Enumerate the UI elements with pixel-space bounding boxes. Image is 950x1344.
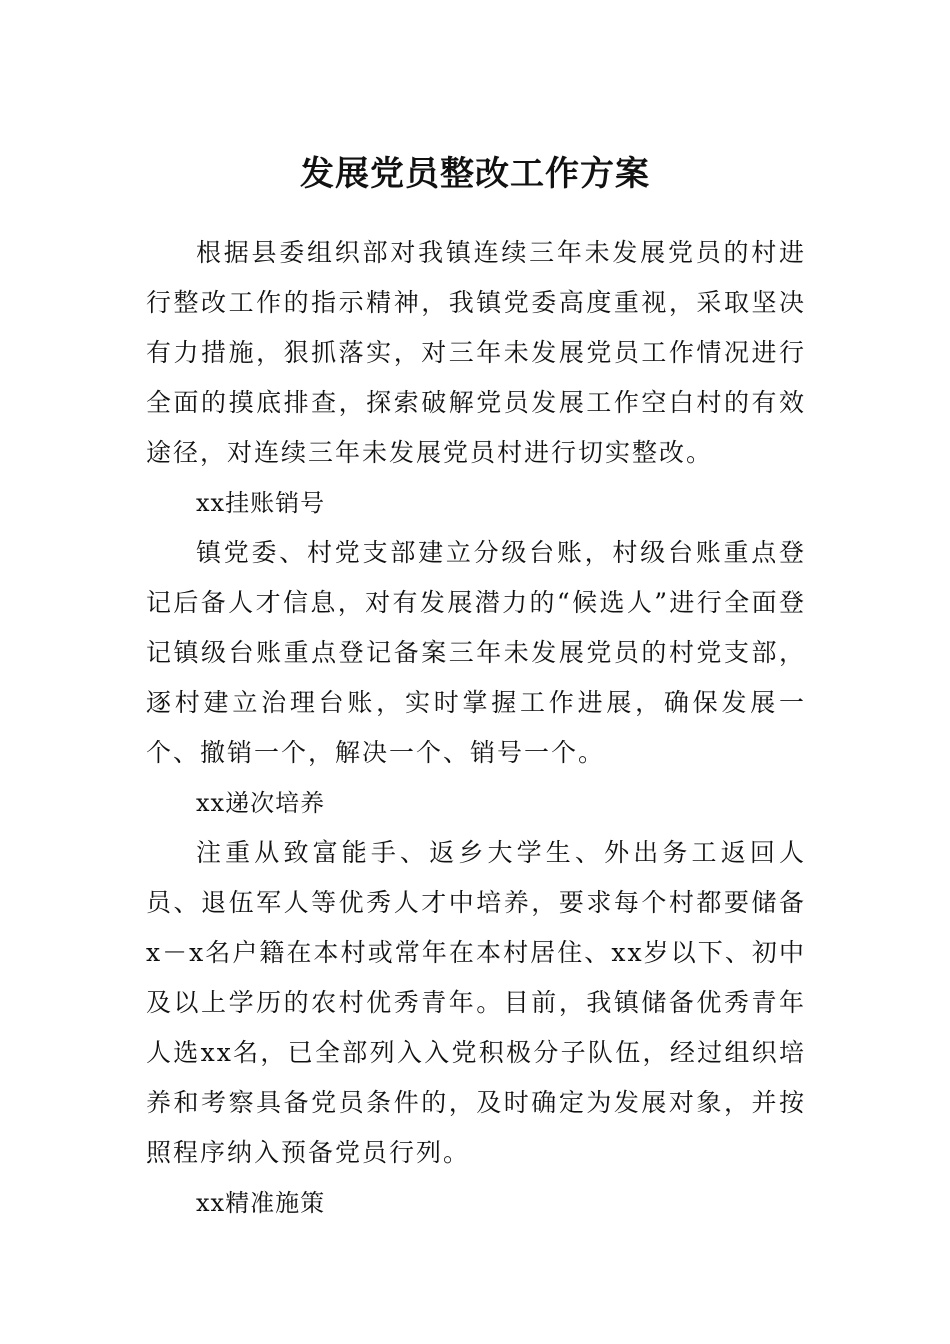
section-heading-ledger: xx挂账销号: [196, 489, 326, 517]
section-heading-precision: xx精准施策: [196, 1189, 326, 1217]
document-title: 发展党员整改工作方案: [300, 154, 650, 194]
paragraph-ledger: 镇党委、村党支部建立分级台账，村级台账重点登记后备人才信息，对有发展潜力的“候选人”进行全面登记镇级台账重点登记备案三年未发展党员的村党支部，逐村建立治理台账，实时掌握工作进展，确保发展一个、撤销一个，解决一个、销号一个。: [146, 538, 806, 767]
paragraph-training: 注重从致富能手、返乡大学生、外出务工返回人员、退伍军人等优秀人才中培养，要求每个村都要储备x－x名户籍在本村或常年在本村居住、xx岁以下、初中及以上学历的农村优秀青年。目前，我镇储备优秀青年人选xx名，已全部列入入党积极分子队伍，经过组织培养和考察具备党员条件的，及时确定为发展对象，并按照程序纳入预备党员行列。: [146, 838, 806, 1167]
paragraph-intro: 根据县委组织部对我镇连续三年未发展党员的村进行整改工作的指示精神，我镇党委高度重视，采取坚决有力措施，狠抓落实，对三年未发展党员工作情况进行全面的摸底排查，探索破解党员发展工作空白村的有效途径，对连续三年未发展党员村进行切实整改。: [146, 238, 806, 467]
document-body: [146, 228, 806, 1228]
section-heading-training: xx递次培养: [196, 789, 326, 817]
